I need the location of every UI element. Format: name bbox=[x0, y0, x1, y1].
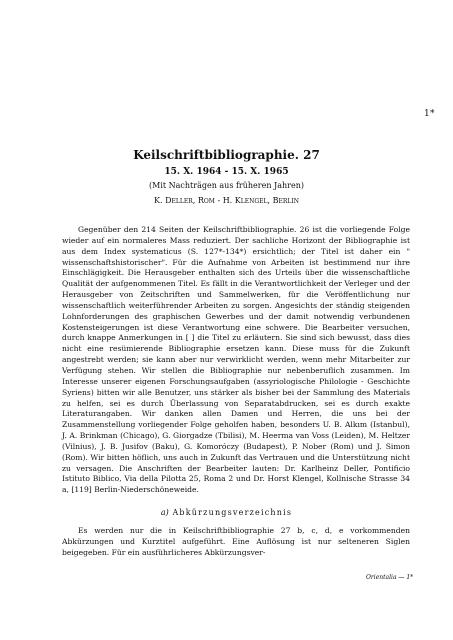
page-number: 1* bbox=[424, 109, 435, 119]
date-range: 15. X. 1964 - 15. X. 1965 bbox=[164, 167, 289, 177]
abbreviations-paragraph: Es werden nur die in Keilschriftbibliographie 27 b, c, d, e vorkommenden Abkürzungen und Kurztitel aufgeführt. Eine Auflösung ist nur selteneren Siglen beigegeben. Für ein ausführlicheres Abkürzungsver- bbox=[62, 526, 410, 557]
page-footer: Orientalia — 1* bbox=[366, 574, 414, 581]
section-heading bbox=[0, 508, 453, 517]
intro-paragraph: Gegenüber den 214 Seiten der Keilschriftbibliographie. 26 ist die vorliegende Folge wieder auf ein normaleres Mass reduziert. Der sachliche Horizont der Bibliographie ist aus dem Index systematicus (S. 127*-134*) ersichtlich; der Titel ist daher ein " wissenschaftshistorischer". Für die Aufnahme von Arbeiten ist bestimmend nur ihre Einschlägigkeit. Die Herausgeber enthalten sich des Urteils über die wissenschaftliche Qualität der aufgenommenen Titel. Es fällt in die Verantwortlichkeit der Verleger und der Herausgeber von Zeitschriften und Sammelwerken, für die Veröffentlichung nur wissenschaftlich weiterführender Arbeiten zu sorgen. Angesichts der ständig steigenden Lohnforderungen des graphischen Gewerbes und der damit notwendig verbundenen Kostensteigerungen ist diese Verantwortung eine schwere. Die Bearbeiter versuchen, durch knappe Anmerkungen in [ ] die Titel zu erläutern. Sie sind sich bewusst, dass dies nicht eine resümierende Bibliographie ersetzen kann. Diese muss für die Zukunft angestrebt werden; sie kann aber nur verwirklicht werden, wenn mehr Mitarbeiter zur Verfügung stehen. Wir stellen die Bibliographie nur nebenberuflich zusammen. Im Interesse unserer eigenen Forschungsaufgaben (assyriologische Philologie - Geschichte Syriens) bitten wir alle Benutzer, uns stärker als bisher bei der Sammlung des Materials zu helfen, sei es durch Überlassung von Separatabdrucken, sei es durch exakte Literaturangaben. Wir danken allen Damen und Herren, die uns bei der Zusammenstellung vorliegender Folge geholfen haben, besonders U. B. Alkım (Istanbul), J. A. Brinkman (Chicago), G. Giorgadze (Tbilisi), M. Heerma van Voss (Leiden), M. Heltzer (Vilnius), J. B. Jusifov (Baku), G. Komoróczy (Budapest), P. Nober (Rom) und J. Simon (Rom). Wir bitten höflich, uns auch in Zukunft das Vertrauen und die Unterstützung nicht zu versagen. Die Anschriften der Bearbeiter lauten: Dr. Karlheinz Deller, Pontificio Istituto Biblico, Via della Pilotta 25, Roma 2 und Dr. Horst Klengel, Kollnische Strasse 34 a, [119] Berlin-Niederschöneweide. bbox=[62, 225, 410, 495]
intro-section bbox=[62, 225, 410, 496]
article-title: Keilschriftbibliographie. 27 bbox=[133, 148, 320, 162]
abbreviations-section bbox=[62, 526, 410, 559]
section-title: Abkürzungsverzeichnis bbox=[172, 508, 293, 517]
article-subtitle: (Mit Nachträgen aus früheren Jahren) bbox=[149, 181, 304, 190]
authors-line: K. Deller, Rom - H. Klengel, Berlin bbox=[154, 196, 299, 205]
section-label: a) bbox=[160, 508, 169, 517]
